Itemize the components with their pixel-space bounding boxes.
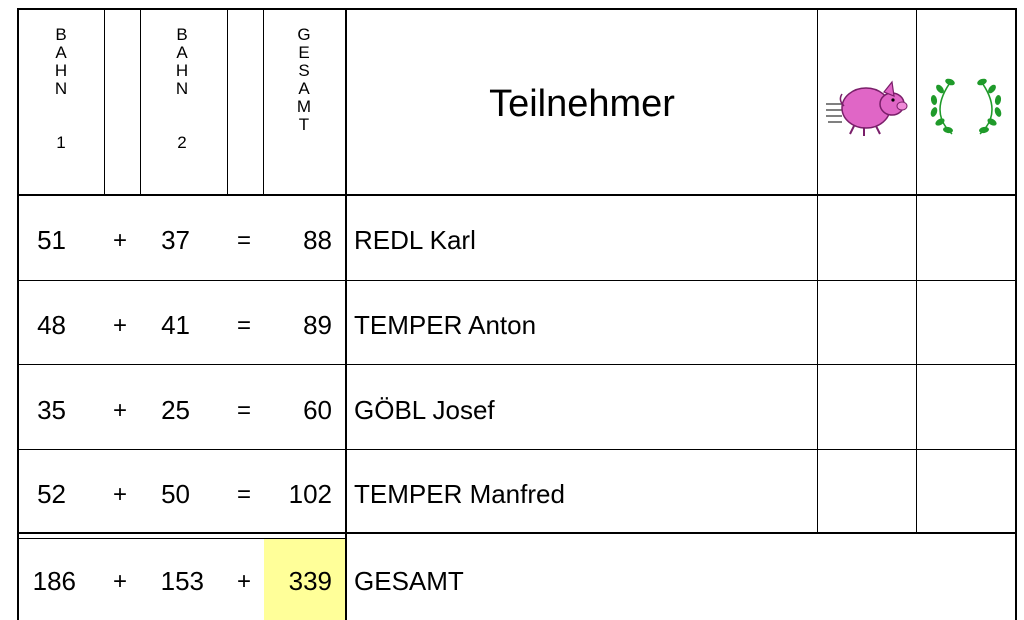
header-divider	[263, 8, 264, 194]
equals-sign: =	[236, 312, 251, 339]
plus-sign: +	[112, 397, 127, 424]
bahn1-total: 186	[32, 566, 76, 596]
row-divider	[17, 194, 1017, 196]
laurel-wreath-icon	[922, 72, 1010, 142]
bahn1-value: 48	[37, 310, 66, 340]
table-left-border	[17, 8, 19, 620]
plus-sign: +	[112, 481, 127, 508]
icon-column-divider	[916, 8, 917, 533]
table-right-border	[1015, 8, 1017, 620]
bahn2-value: 50	[161, 479, 190, 509]
bahn2-total: 153	[160, 566, 204, 596]
plus-sign: +	[112, 312, 127, 339]
flying-pig-icon	[822, 70, 912, 140]
bahn1-value: 52	[37, 479, 66, 509]
plus-sign: +	[112, 568, 127, 595]
bahn1-value: 35	[37, 395, 66, 425]
table-top-border	[17, 8, 1017, 10]
bahn1-value: 51	[37, 225, 66, 255]
plus-sign: +	[112, 227, 127, 254]
gesamt-value: 88	[303, 225, 332, 255]
bahn2-value: 41	[161, 310, 190, 340]
equals-sign: =	[236, 481, 251, 508]
total-label: GESAMT	[354, 566, 464, 596]
plus-sign: +	[236, 568, 251, 595]
header-divider	[140, 8, 141, 194]
bahn2-header: B A H N 2	[175, 25, 189, 152]
teilnehmer-header: Teilnehmer	[489, 83, 675, 125]
bahn2-value: 37	[161, 225, 190, 255]
row-divider	[17, 364, 1017, 365]
row-divider	[17, 449, 1017, 450]
icon-column-divider	[817, 8, 818, 533]
participant-name: REDL Karl	[354, 225, 476, 255]
participant-name: TEMPER Anton	[354, 310, 537, 340]
gesamt-value: 60	[303, 395, 332, 425]
row-divider	[17, 280, 1017, 281]
gesamt-value: 89	[303, 310, 332, 340]
bahn1-header: B A H N 1	[54, 25, 68, 152]
gesamt-total: 339	[288, 566, 332, 596]
participant-name: TEMPER Manfred	[354, 479, 565, 509]
header-divider	[227, 8, 228, 194]
equals-sign: =	[236, 227, 251, 254]
bahn2-value: 25	[161, 395, 190, 425]
gesamt-value: 102	[288, 479, 332, 509]
gesamt-header: G E S A M T	[296, 25, 312, 134]
header-divider	[104, 8, 105, 194]
equals-sign: =	[236, 397, 251, 424]
participant-name: GÖBL Josef	[354, 395, 495, 425]
row-divider	[17, 532, 1017, 534]
